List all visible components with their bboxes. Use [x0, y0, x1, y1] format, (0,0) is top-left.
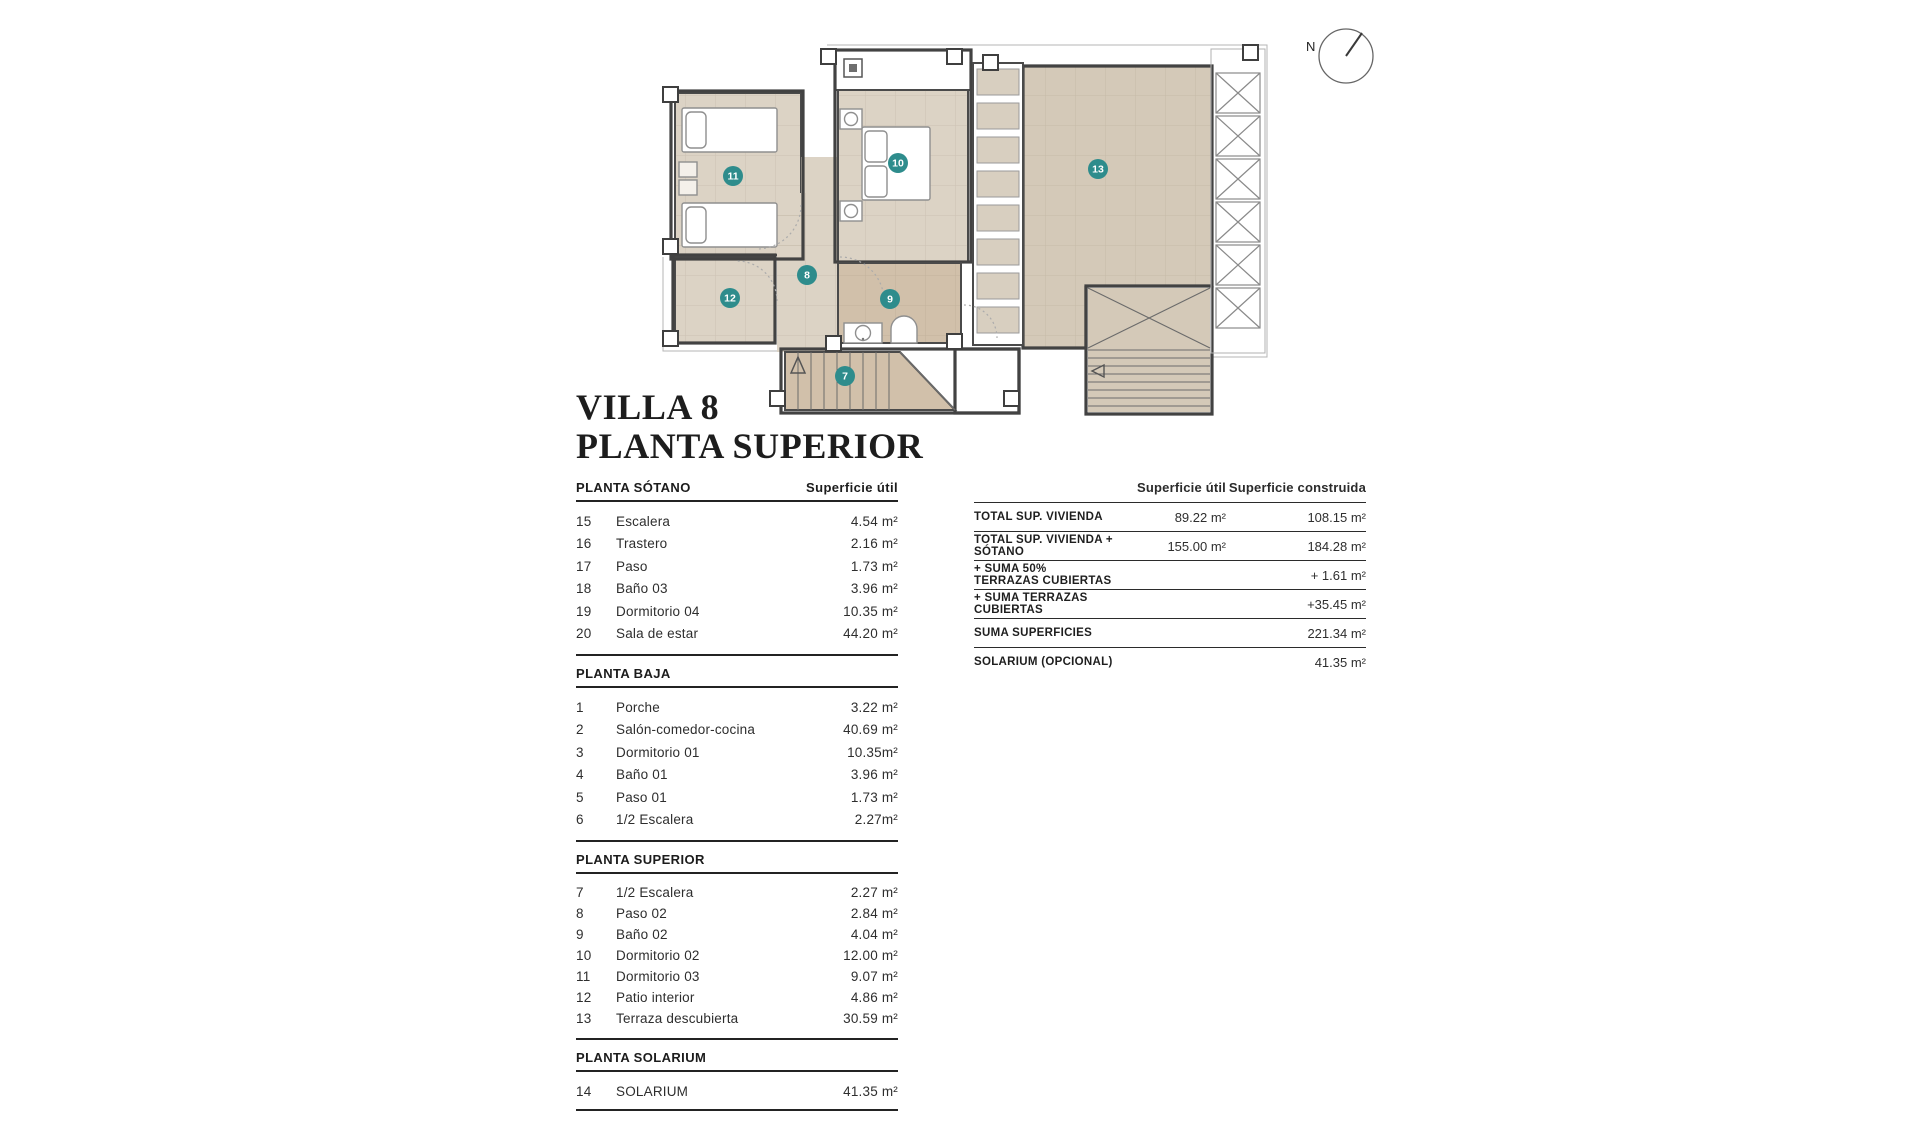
summary-row: + SUMA 50% TERRAZAS CUBIERTAS + 1.61 m²: [974, 561, 1366, 590]
lamp: [845, 113, 858, 126]
summary-header-construida: Superficie construida: [1228, 480, 1366, 495]
table-row: 10 Dormitorio 02 12.00 m²: [576, 948, 898, 963]
badge-room-12: [720, 288, 740, 308]
table-row: 12 Patio interior 4.86 m²: [576, 990, 898, 1005]
table-row: 11 Dormitorio 03 9.07 m²: [576, 969, 898, 984]
table-row: 6 1/2 Escalera 2.27m²: [576, 812, 898, 828]
pillow: [865, 166, 887, 197]
summary-table: [974, 480, 1366, 676]
table-row: 20 Sala de estar 44.20 m²: [576, 626, 898, 642]
toilet: [891, 316, 917, 343]
section-planta-solarium: [576, 1050, 898, 1111]
area-table: [576, 480, 898, 1121]
nightstand: [679, 162, 697, 177]
nightstand: [679, 180, 697, 195]
hall-nook: [801, 157, 838, 193]
page-title: [576, 388, 923, 466]
section-name: PLANTA SOLARIUM: [576, 1050, 707, 1065]
badge-room-8: [797, 265, 817, 285]
badge-room-13: [1088, 159, 1108, 179]
column-header-superficie-util: Superficie útil: [806, 480, 898, 495]
compass-needle: [1346, 33, 1362, 56]
svg-text:7: 7: [842, 370, 848, 383]
summary-row: TOTAL SUP. VIVIENDA + SÓTANO 155.00 m² 184.28 m²: [974, 532, 1366, 561]
table-row: 13 Terraza descubierta 30.59 m²: [576, 1011, 898, 1026]
summary-row: TOTAL SUP. VIVIENDA 89.22 m² 108.15 m²: [974, 503, 1366, 532]
section-name: PLANTA SUPERIOR: [576, 852, 705, 867]
section-name: PLANTA BAJA: [576, 666, 671, 681]
table-row: 16 Trastero 2.16 m²: [576, 536, 898, 552]
badge-room-9: [880, 289, 900, 309]
table-row: 17 Paso 1.73 m²: [576, 558, 898, 574]
sink-drain: [862, 338, 864, 340]
summary-header-util: Superficie útil: [1137, 480, 1226, 495]
table-row: 15 Escalera 4.54 m²: [576, 513, 898, 529]
pillow: [865, 131, 887, 162]
badge-room-10: [888, 153, 908, 173]
pergola-x-braces: [1211, 49, 1265, 353]
svg-text:9: 9: [887, 293, 893, 306]
table-row: 8 Paso 02 2.84 m²: [576, 906, 898, 921]
summary-row: SOLARIUM (OPCIONAL) 41.35 m²: [974, 654, 1366, 670]
table-row: 7 1/2 Escalera 2.27 m²: [576, 885, 898, 900]
title-villa: VILLA 8: [576, 387, 720, 427]
badge-room-7: [835, 366, 855, 386]
svg-text:8: 8: [804, 269, 810, 282]
summary-header: [974, 480, 1366, 503]
table-row: 2 Salón-comedor-cocina 40.69 m²: [576, 722, 898, 738]
table-row: 9 Baño 02 4.04 m²: [576, 927, 898, 942]
table-row: 19 Dormitorio 04 10.35 m²: [576, 603, 898, 619]
svg-text:12: 12: [724, 292, 736, 305]
north-compass: [1296, 14, 1388, 92]
section-planta-superior: [576, 852, 898, 1040]
section-planta-sotano: [576, 480, 898, 656]
badge-room-11: [723, 166, 743, 186]
title-planta: PLANTA SUPERIOR: [576, 426, 924, 466]
table-row: 1 Porche 3.22 m²: [576, 699, 898, 715]
svg-text:10: 10: [892, 157, 904, 170]
svg-text:11: 11: [727, 170, 739, 183]
summary-row: + SUMA TERRAZAS CUBIERTAS +35.45 m²: [974, 590, 1366, 619]
shaft-core: [849, 64, 857, 72]
floor-plan-drawing: [655, 5, 1270, 417]
table-row: 5 Paso 01 1.73 m²: [576, 789, 898, 805]
section-name: PLANTA SÓTANO: [576, 480, 691, 495]
lamp: [845, 205, 858, 218]
summary-row: SUMA SUPERFICIES 221.34 m²: [974, 619, 1366, 648]
table-row: 18 Baño 03 3.96 m²: [576, 581, 898, 597]
table-row: 14 SOLARIUM 41.35 m²: [576, 1083, 898, 1099]
pillow: [686, 112, 706, 148]
section-planta-baja: [576, 666, 898, 842]
pillow: [686, 207, 706, 243]
table-row: 3 Dormitorio 01 10.35m²: [576, 744, 898, 760]
table-row: 4 Baño 01 3.96 m²: [576, 767, 898, 783]
compass-north-label: N: [1306, 39, 1316, 54]
svg-text:13: 13: [1092, 163, 1104, 176]
